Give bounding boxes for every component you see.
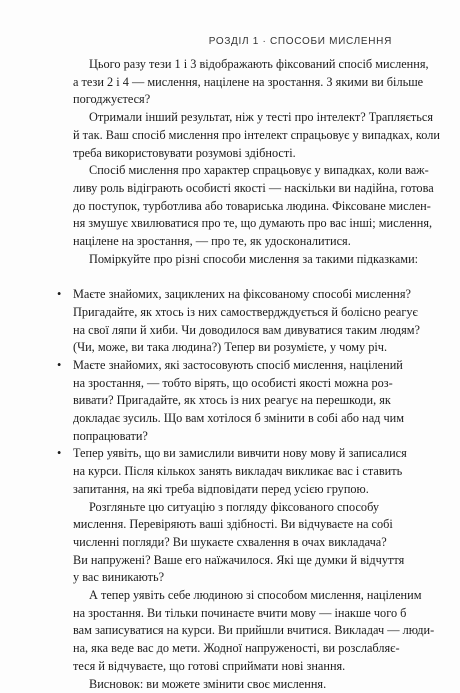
- text-line: на зростання, — тобто вірять, що особисті якості можна роз-: [73, 375, 393, 390]
- bullet-list: [57, 286, 421, 498]
- paragraph-6: [73, 587, 435, 676]
- text-line: Отримали інший результат, ніж у тесті про інтелект? Трапляється: [89, 110, 433, 125]
- text-line: ливу роль відіграють особисті якості — наскільки ви надійна, готова: [73, 180, 434, 195]
- text-line: до поступок, турботлива або товариська людина. Фіксоване мислен-: [73, 198, 431, 213]
- spacer: [73, 268, 395, 286]
- text-line: вам записуватися на курси. Ви прийшли вчитися. Викладач — люди-: [73, 623, 435, 638]
- bullet-icon: •: [57, 446, 62, 461]
- bullet-icon: •: [57, 357, 62, 372]
- text-line: Висновок: ви можете змінити своє мислення.: [89, 676, 327, 691]
- text-line: Тепер уявіть, що ви замислили вивчити нову мову й записалися: [73, 446, 407, 461]
- text-line: Розгляньте цю ситуацію з погляду фіксованого способу: [89, 499, 380, 514]
- text-line: Поміркуйте про різні способи мислення за такими підказками:: [89, 251, 419, 266]
- paragraph-3: [73, 162, 434, 251]
- text-line: погоджуєтеся?: [73, 92, 151, 107]
- paragraph-2: [73, 109, 440, 162]
- text-line: у вас виникають?: [73, 570, 165, 585]
- text-line: мислення. Перевіряють ваші здібності. Ви відчуваєте на собі: [73, 517, 393, 532]
- text-line: Спосіб мислення про характер спрацьовує у випадках, коли важ-: [89, 163, 429, 178]
- text-line: теся й відчуваєте, що готові сприймати нові знання.: [73, 658, 346, 673]
- text-line: (Чи, може, ви така людина?) Тепер ви розумієте, у чому річ.: [73, 340, 388, 355]
- text-line: Пригадайте, як хтось із них самоствердждується й болісно реагує: [73, 304, 418, 319]
- bullet-icon: •: [57, 287, 62, 302]
- text-line: Ви напружені? Ваше его наїжачилося. Які ще думки й відчуття: [73, 552, 405, 567]
- text-line: на, яка веде вас до мети. Жодної напруженості, ви розслабляє-: [73, 641, 400, 656]
- text-line: вивати? Пригадайте, як хтось із них реагує на перешкоди, як: [73, 393, 391, 408]
- body-text: [57, 56, 440, 693]
- paragraph-5: [73, 499, 405, 588]
- paragraph-7: [73, 676, 395, 693]
- paragraph-4: [73, 251, 419, 269]
- list-item: [57, 445, 407, 498]
- text-line: на свої ляпи й хиби. Чи доводилося вам дивуватися таким людям?: [73, 322, 421, 337]
- text-line: запитання, на які треба відповідати перед усією групою.: [73, 481, 369, 496]
- text-line: ня змушує хвилюватися про те, що думають про вас інші; мислення,: [73, 216, 433, 231]
- text-line: а тези 2 і 4 — мислення, націлене на зростання. З якими ви більше: [73, 74, 424, 89]
- text-line: націлене на зростання, — про те, як удосконалитися.: [73, 234, 351, 249]
- text-line: попрацювати?: [73, 428, 148, 443]
- list-item: [57, 286, 421, 357]
- text-line: треба використовувати розумові здібності.: [73, 145, 296, 160]
- text-line: численні погляди? Ви шукаєте схвалення в очах викладача?: [73, 534, 387, 549]
- list-item: [57, 357, 405, 446]
- paragraph-1: [73, 56, 429, 109]
- text-line: А тепер уявіть себе людиною зі способом мислення, націленим: [89, 588, 422, 603]
- text-line: Маєте знайомих, які застосовують спосіб мислення, націлений: [73, 357, 403, 372]
- text-line: на зростання. Ви тільки починаєте вчити мову — інакше чого б: [73, 605, 407, 620]
- text-line: й так. Ваш спосіб мислення про інтелект спрацьовує у випадках, коли: [73, 127, 440, 142]
- text-line: докладає зусиль. Що вам хотілося б змінити в собі або над чим: [73, 411, 405, 426]
- text-line: Маєте знайомих, зациклених на фіксованому способі мислення?: [73, 287, 411, 302]
- text-line: на курси. Після кількох занять викладач викликає вас і ставить: [73, 464, 403, 479]
- running-head: РОЗДІЛ 1 · СПОСОБИ МИСЛЕННЯ: [208, 36, 392, 47]
- text-line: Цього разу тези 1 і 3 відображають фіксований спосіб мислення,: [89, 57, 429, 71]
